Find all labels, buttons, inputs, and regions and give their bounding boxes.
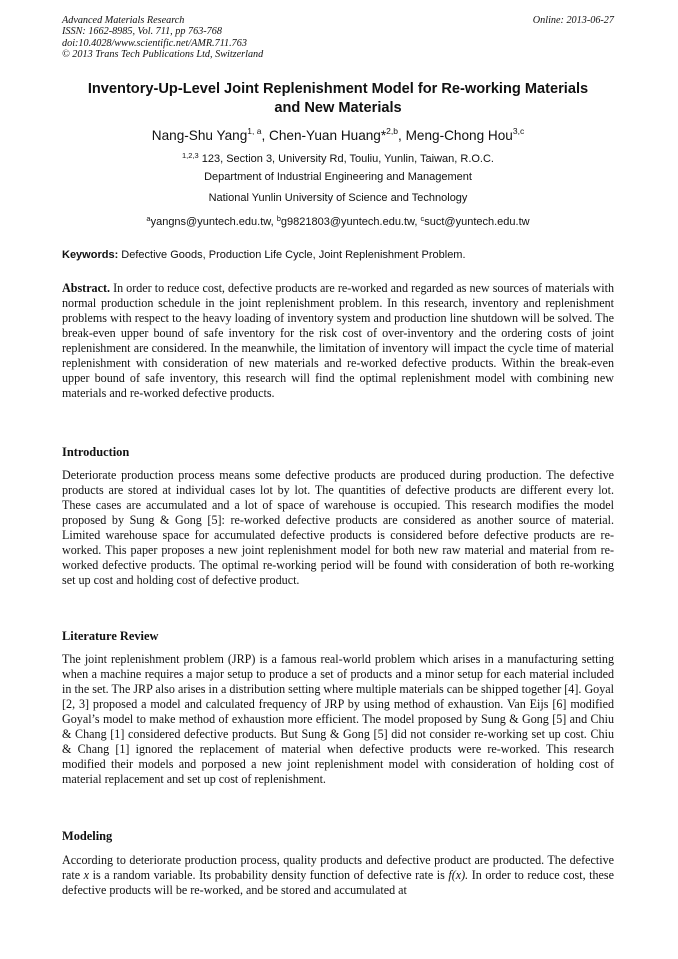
email-address: yangns@yuntech.edu.tw,	[150, 216, 277, 228]
keywords	[62, 248, 614, 262]
email-mark: b	[276, 214, 281, 223]
modeling-paragraph	[62, 853, 614, 898]
email-address: g9821803@yuntech.edu.tw,	[280, 216, 421, 228]
author-affil-mark: 3,c	[512, 126, 525, 136]
section-heading-modeling: Modeling	[62, 829, 113, 843]
paper-title	[62, 80, 614, 118]
email-address: suct@yuntech.edu.tw	[424, 216, 530, 228]
literature-paragraph: The joint replenishment problem (JRP) is a famous real-world problem which arises in a manufacturing setting when a machine requires a major setup to produce a set of products and a minor setup for each material included in the set. The JRP also arises in a distribution setting where multiple materials can be shipped together [4]. Goyal [2, 3] proposed a model and calculated frequency of JRP by using method of exhaustion. Van Eijs [6] modified Goyal’s model to make method of exhaustion more efficient. The model proposed by Sung & Gong [5] and Chiu & Chang [1] considered defective products. But Sung & Gong [5] did not consider re-working set up cost. Chiu & Chang [1] ignored the replacement of material when defective products were re-worked. This research modified their models and porposed a new joint replenishment model with consideration of holding cost of material replacement and set up cost of replenishment.	[62, 652, 614, 787]
author-separator: ,	[261, 128, 270, 143]
title-line-2: and New Materials	[274, 100, 402, 116]
introduction-paragraph: Deteriorate production process means some defective products are produced during production. The defective products are stored at individual cases lot by lot. The quantities of defective products are different every lot. These cases are accumulated and a lot of space of warehouse is occupied. This research modifies the model proposed by Sung & Gong [5]: re-worked defective products are considered as another source of material. Limited warehouse space for accumulated defective products is considered before defective products are re-worked. This paper proposes a new joint replenishment model for both new raw material and material from re-worked defective products. The optimal re-working period will be found with consideration of both re-working set up cost and holding cost of defective product.	[62, 468, 614, 588]
keywords-text: Defective Goods, Production Life Cycle, Joint Replenishment Problem.	[118, 249, 466, 261]
issn-line: ISSN: 1662-8985, Vol. 711, pp 763-768	[62, 26, 222, 38]
section-heading-literature-review: Literature Review	[62, 629, 159, 643]
title-line-1: Inventory-Up-Level Joint Replenishment Model for Re-working Materials	[87, 81, 589, 97]
abstract-paragraph	[62, 281, 614, 401]
section-heading-introduction: Introduction	[62, 445, 130, 459]
author-affil-mark: 2,b	[386, 126, 398, 136]
online-date: Online: 2013-06-27	[532, 15, 614, 26]
author-name: Meng-Chong Hou	[405, 128, 513, 143]
copyright-line: © 2013 Trans Tech Publications Ltd, Switzerland	[62, 49, 264, 61]
abstract-label: Abstract.	[62, 281, 111, 295]
variable-fx: f(x).	[448, 868, 469, 883]
affiliation-university: National Yunlin University of Science and Technology	[208, 192, 468, 204]
variable-x: x	[83, 868, 90, 883]
author-name: Nang-Shu Yang	[151, 128, 248, 143]
author-name: Chen-Yuan Huang*	[269, 128, 387, 143]
doi-line: doi:10.4028/www.scientific.net/AMR.711.763	[62, 37, 247, 49]
email-mark: a	[146, 214, 151, 223]
keywords-label: Keywords:	[62, 249, 119, 261]
address-mark: 1,2,3	[181, 151, 199, 160]
modeling-text-a: According to deteriorate production process, quality products and defective product are producted. The defective rate	[62, 853, 614, 883]
journal-name: Advanced Materials Research	[62, 15, 185, 26]
affiliation-department: Department of Industrial Engineering and Management	[204, 171, 472, 183]
journal-header	[62, 15, 614, 61]
modeling-text-c: In order to reduce cost, these defective products will be re-worked, and be stored and accumulated at	[62, 868, 614, 898]
author-affil-mark: 1, a	[247, 126, 262, 136]
author-list	[62, 122, 614, 145]
affiliation-address	[62, 149, 614, 166]
author-separator: ,	[398, 128, 406, 143]
author-emails	[62, 212, 614, 229]
abstract-text: In order to reduce cost, defective products are re-worked and regarded as new sources of materials with normal production schedule in the joint replenishment problem. In this research, inventory and replenishment problems with respect to the heavy loading of inventory system and production line shutdown will be solved. The break-even upper bound of safe inventory for the risk cost of over-inventory and the ordering costs of joint replenishment are considered. In the meanwhile, the limitation of inventory will impact the cycle time of material replenishment with consideration of new materials and re-worked defective products. Within the break-even upper bound of safe inventory, this research will find the optimal replenishment model with combining new materials and re-worked defective products.	[62, 281, 614, 401]
email-mark: c	[420, 214, 425, 223]
modeling-text-b: is a random variable. Its probability density function of defective rate is	[89, 868, 449, 883]
address-text: 123, Section 3, University Rd, Touliu, Yunlin, Taiwan, R.O.C.	[198, 153, 494, 165]
